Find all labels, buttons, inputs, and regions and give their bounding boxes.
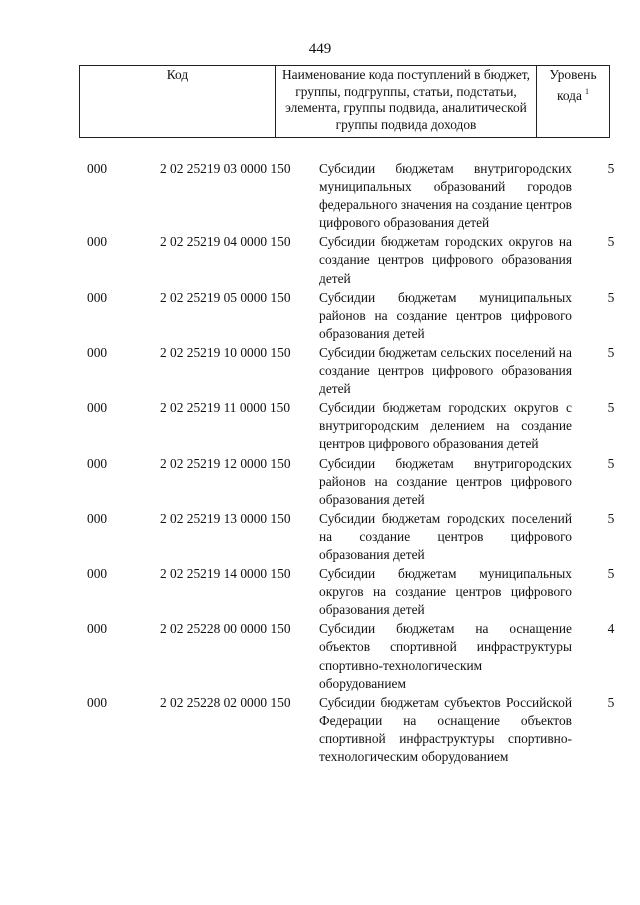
header-level	[537, 66, 609, 137]
admin-code: 000	[87, 455, 108, 471]
table-row	[0, 565, 640, 619]
table-row	[0, 620, 640, 692]
income-name: Субсидии бюджетам муниципальных районов на создание центров цифрового образования детей	[319, 289, 572, 341]
header-level-label: Уровень кода	[549, 67, 597, 103]
income-name: Субсидии бюджетам сельских поселений на создание центров цифрового образования детей	[319, 344, 572, 397]
income-code: 2 02 25219 12 0000 150	[160, 455, 291, 471]
header-code: Код	[80, 66, 276, 137]
page-number: 449	[308, 41, 332, 57]
code-level: 5	[607, 510, 615, 526]
income-name: Субсидии бюджетам городских округов на создание центров цифрового образования детей	[319, 234, 572, 286]
header-name: Наименование кода поступлений в бюджет, группы, подгруппы, статьи, подстатьи, элемента, группы подвида, аналитической группы подвида доходов	[276, 66, 537, 137]
admin-code: 000	[87, 566, 108, 582]
income-code: 2 02 25219 14 0000 150	[160, 566, 291, 582]
admin-code: 000	[87, 289, 108, 305]
income-name: Субсидии бюджетам муниципальных округов на создание центров цифрового образования детей	[319, 566, 572, 618]
income-name: Субсидии бюджетам внутригородских муниципальных образований городов федерального значения на создание центров цифрового образования детей	[319, 161, 572, 231]
income-code: 2 02 25219 03 0000 150	[160, 161, 291, 176]
table-row	[0, 344, 640, 398]
admin-code: 000	[87, 234, 108, 250]
code-level: 5	[607, 455, 615, 471]
code-level: 4	[607, 621, 615, 637]
income-name: Субсидии бюджетам городских поселений на создание центров цифрового образования детей	[319, 510, 572, 562]
table-row	[0, 510, 640, 564]
table-row	[0, 399, 640, 453]
code-level: 5	[607, 289, 615, 305]
table-row	[0, 455, 640, 509]
admin-code: 000	[87, 400, 108, 416]
code-level: 5	[607, 344, 615, 360]
income-code: 2 02 25228 00 0000 150	[160, 621, 291, 637]
code-level: 5	[607, 234, 615, 250]
income-name: Субсидии бюджетам внутригородских районов на создание центров цифрового образования детей	[319, 455, 572, 507]
admin-code: 000	[87, 161, 108, 176]
code-level: 5	[607, 694, 615, 710]
admin-code: 000	[87, 621, 108, 637]
income-name: Субсидии бюджетам городских округов с внутригородским делением на создание центров цифрового образования детей	[319, 400, 572, 452]
income-code: 2 02 25219 11 0000 150	[160, 400, 291, 416]
income-code: 2 02 25219 05 0000 150	[160, 289, 291, 305]
table-header	[79, 65, 610, 138]
income-code: 2 02 25219 10 0000 150	[160, 344, 291, 360]
code-level: 5	[607, 400, 615, 416]
admin-code: 000	[87, 510, 108, 526]
income-name: Субсидии бюджетам на оснащение объектов спортивной инфраструктуры спортивно-технологическим оборудованием	[319, 621, 572, 691]
code-level: 5	[607, 566, 615, 582]
admin-code: 000	[87, 344, 108, 360]
code-level: 5	[607, 161, 615, 176]
income-code: 2 02 25219 13 0000 150	[160, 510, 291, 526]
income-code: 2 02 25219 04 0000 150	[160, 234, 291, 250]
table-row	[0, 694, 640, 766]
income-code: 2 02 25228 02 0000 150	[160, 694, 291, 710]
income-name: Субсидии бюджетам субъектов Российской Федерации на оснащение объектов спортивной инфраструктуры спортивно-технологическим оборудованием	[319, 694, 572, 764]
table-row	[0, 233, 640, 287]
table-row	[0, 160, 640, 232]
admin-code: 000	[87, 694, 108, 710]
header-level-footnote: 1	[584, 86, 589, 96]
table-row	[0, 289, 640, 343]
table-body	[0, 160, 640, 767]
